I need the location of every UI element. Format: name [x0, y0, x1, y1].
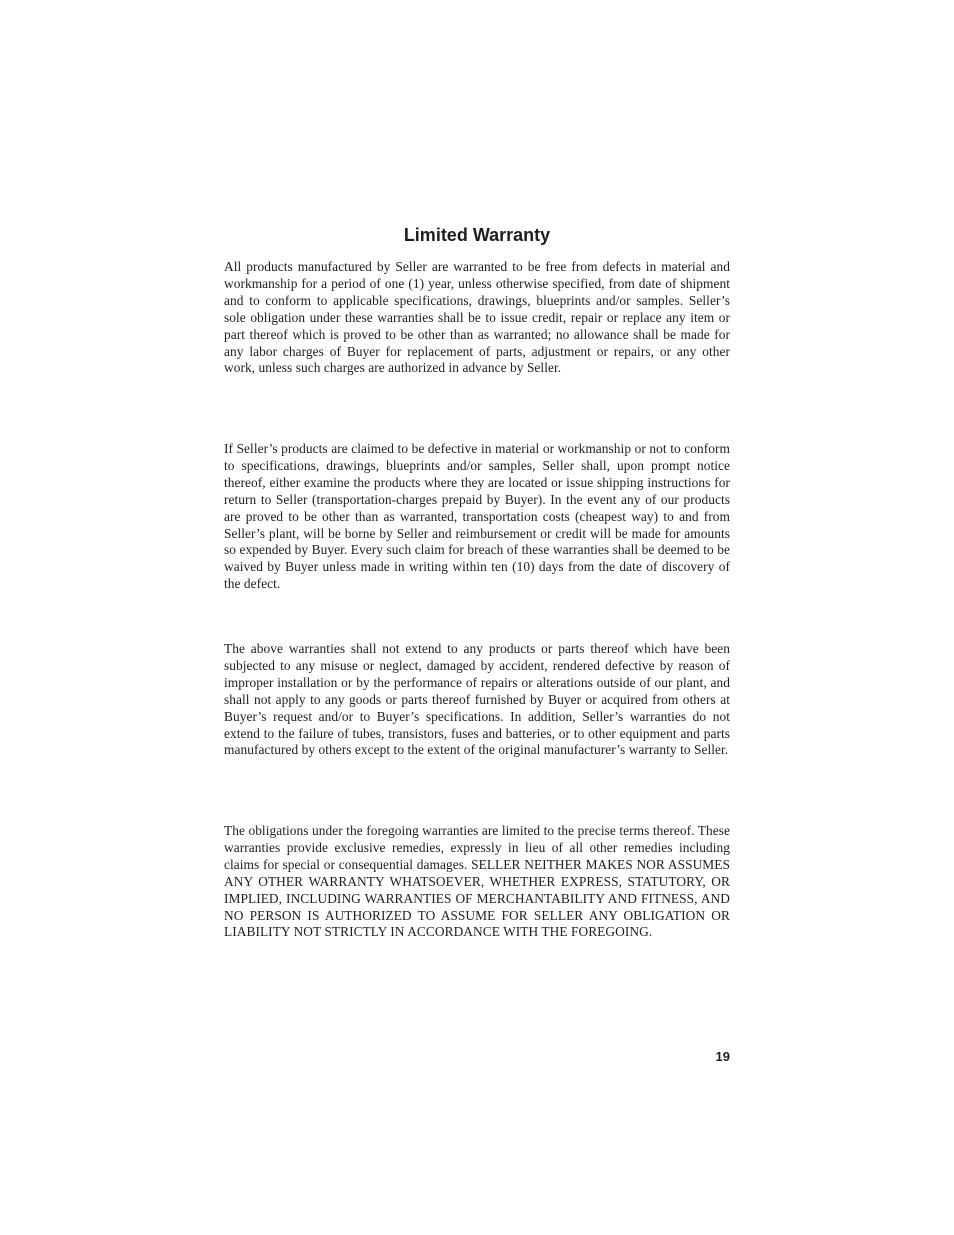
warranty-paragraph-coverage: All products manufactured by Seller are warranted to be free from defects in material and workmanship for a period of one (1) year, unless otherwise specified, from date of shipment and to conform to applicable specifications, drawings, blueprints and/or samples. Seller’s sole obligation under these warranties shall be to issue credit, repair or replace any item or part thereof which is proved to be other than as warranted; no allowance shall be made for any labor charges of Buyer for replacement of parts, adjustment or repairs, or any other work, unless such charges are authorized in advance by Seller. — [224, 259, 730, 376]
warranty-paragraph-claims: If Seller’s products are claimed to be defective in material or workmanship or not to conform to specifications, drawings, blueprints and/or samples, Seller shall, upon prompt notice thereof, either examine the products where they are located or issue shipping instructions for return to Seller (transportation-charges prepaid by Buyer). In the event any of our products are proved to be other than as warranted, transportation costs (cheapest way) to and from Seller’s plant, will be borne by Seller and reimbursement or credit will be made for amounts so expended by Buyer. Every such claim for breach of these warranties shall be deemed to be waived by Buyer unless made in writing within ten (10) days from the date of discovery of the defect. — [224, 441, 730, 592]
warranty-paragraph-exclusions: The above warranties shall not extend to any products or parts thereof which have been subjected to any misuse or neglect, damaged by accident, rendered defective by reason of improper installation or by the performance of repairs or alterations outside of our plant, and shall not apply to any goods or parts thereof furnished by Buyer or acquired from others at Buyer’s request and/or to Buyer’s specifications. In addition, Seller’s warranties do not extend to the failure of tubes, transistors, fuses and batteries, or to other equipment and parts manufactured by others except to the extent of the original manufacturer’s warranty to Seller. — [224, 641, 730, 758]
page-number: 19 — [715, 1049, 730, 1064]
warranty-paragraph-limitations: The obligations under the foregoing warranties are limited to the precise terms thereof. These warranties provide exclusive remedies, expressly in lieu of all other remedies including claims for special or consequential damages. SELLER NEITHER MAKES NOR ASSUMES ANY OTHER WARRANTY WHATSOEVER, WHETHER EXPRESS, STATUTORY, OR IMPLIED, INCLUDING WARRANTIES OF MERCHANTABILITY AND FITNESS, AND NO PERSON IS AUTHORIZED TO ASSUME FOR SELLER ANY OBLIGATION OR LIABILITY NOT STRICTLY IN ACCORDANCE WITH THE FOREGOING. — [224, 823, 730, 940]
page-title: Limited Warranty — [403, 225, 551, 245]
